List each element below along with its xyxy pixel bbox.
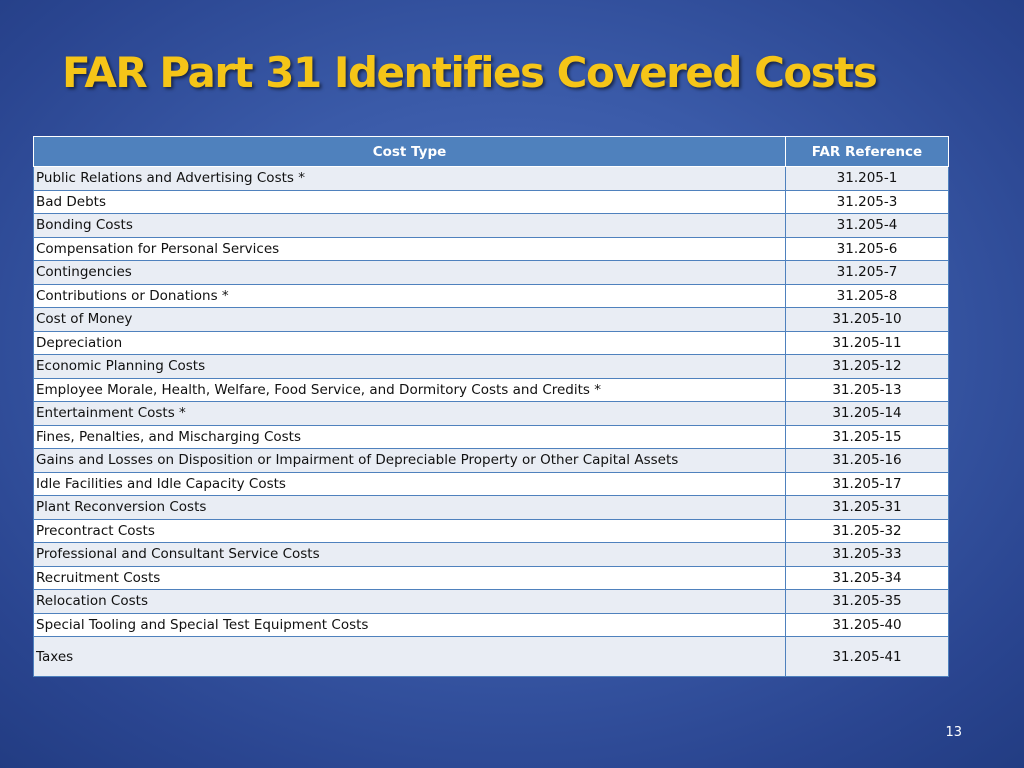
table-row bbox=[34, 496, 949, 520]
cell-cost-type: Precontract Costs bbox=[34, 519, 786, 543]
cell-far-reference: 31.205-7 bbox=[786, 261, 949, 285]
table-row bbox=[34, 519, 949, 543]
cell-cost-type: Relocation Costs bbox=[34, 590, 786, 614]
table-row bbox=[34, 472, 949, 496]
cell-far-reference: 31.205-6 bbox=[786, 237, 949, 261]
cell-cost-type: Bonding Costs bbox=[34, 214, 786, 238]
cell-cost-type: Contingencies bbox=[34, 261, 786, 285]
table-row bbox=[34, 613, 949, 637]
cell-far-reference: 31.205-4 bbox=[786, 214, 949, 238]
table-row bbox=[34, 425, 949, 449]
cell-cost-type: Fines, Penalties, and Mischarging Costs bbox=[34, 425, 786, 449]
cell-far-reference: 31.205-16 bbox=[786, 449, 949, 473]
cell-far-reference: 31.205-12 bbox=[786, 355, 949, 379]
table-row bbox=[34, 355, 949, 379]
cell-far-reference: 31.205-14 bbox=[786, 402, 949, 426]
table-row bbox=[34, 449, 949, 473]
table-row bbox=[34, 190, 949, 214]
cell-far-reference: 31.205-3 bbox=[786, 190, 949, 214]
cell-far-reference: 31.205-31 bbox=[786, 496, 949, 520]
cell-far-reference: 31.205-35 bbox=[786, 590, 949, 614]
cell-far-reference: 31.205-40 bbox=[786, 613, 949, 637]
table-row bbox=[34, 284, 949, 308]
table-row bbox=[34, 402, 949, 426]
table-row bbox=[34, 590, 949, 614]
cell-cost-type: Idle Facilities and Idle Capacity Costs bbox=[34, 472, 786, 496]
cell-far-reference: 31.205-8 bbox=[786, 284, 949, 308]
cost-table-container bbox=[33, 136, 948, 677]
cell-far-reference: 31.205-10 bbox=[786, 308, 949, 332]
table-row bbox=[34, 261, 949, 285]
header-far-reference: FAR Reference bbox=[786, 137, 949, 167]
table-header-row bbox=[34, 137, 949, 167]
cell-cost-type: Economic Planning Costs bbox=[34, 355, 786, 379]
cell-far-reference: 31.205-33 bbox=[786, 543, 949, 567]
cell-cost-type: Public Relations and Advertising Costs * bbox=[34, 167, 786, 191]
cell-cost-type: Taxes bbox=[34, 637, 786, 677]
cell-cost-type: Special Tooling and Special Test Equipment Costs bbox=[34, 613, 786, 637]
cell-cost-type: Bad Debts bbox=[34, 190, 786, 214]
cell-cost-type: Professional and Consultant Service Costs bbox=[34, 543, 786, 567]
cell-cost-type: Employee Morale, Health, Welfare, Food Service, and Dormitory Costs and Credits * bbox=[34, 378, 786, 402]
table-row bbox=[34, 378, 949, 402]
table-row bbox=[34, 543, 949, 567]
page-number: 13 bbox=[945, 725, 962, 740]
cell-cost-type: Contributions or Donations * bbox=[34, 284, 786, 308]
table-row bbox=[34, 331, 949, 355]
cell-far-reference: 31.205-34 bbox=[786, 566, 949, 590]
cell-cost-type: Gains and Losses on Disposition or Impairment of Depreciable Property or Other Capital Assets bbox=[34, 449, 786, 473]
table-row bbox=[34, 308, 949, 332]
table-row bbox=[34, 566, 949, 590]
slide-title: FAR Part 31 Identifies Covered Costs bbox=[62, 48, 877, 97]
cell-far-reference: 31.205-11 bbox=[786, 331, 949, 355]
cell-cost-type: Plant Reconversion Costs bbox=[34, 496, 786, 520]
cell-far-reference: 31.205-13 bbox=[786, 378, 949, 402]
cost-table bbox=[33, 136, 949, 677]
cell-cost-type: Depreciation bbox=[34, 331, 786, 355]
table-row bbox=[34, 167, 949, 191]
cell-cost-type: Cost of Money bbox=[34, 308, 786, 332]
cell-cost-type: Recruitment Costs bbox=[34, 566, 786, 590]
cell-far-reference: 31.205-17 bbox=[786, 472, 949, 496]
cell-cost-type: Entertainment Costs * bbox=[34, 402, 786, 426]
table-row bbox=[34, 214, 949, 238]
table-row bbox=[34, 637, 949, 677]
cell-far-reference: 31.205-15 bbox=[786, 425, 949, 449]
cell-far-reference: 31.205-32 bbox=[786, 519, 949, 543]
cell-far-reference: 31.205-41 bbox=[786, 637, 949, 677]
header-cost-type: Cost Type bbox=[34, 137, 786, 167]
cell-cost-type: Compensation for Personal Services bbox=[34, 237, 786, 261]
cell-far-reference: 31.205-1 bbox=[786, 167, 949, 191]
table-row bbox=[34, 237, 949, 261]
table-body bbox=[34, 167, 949, 677]
